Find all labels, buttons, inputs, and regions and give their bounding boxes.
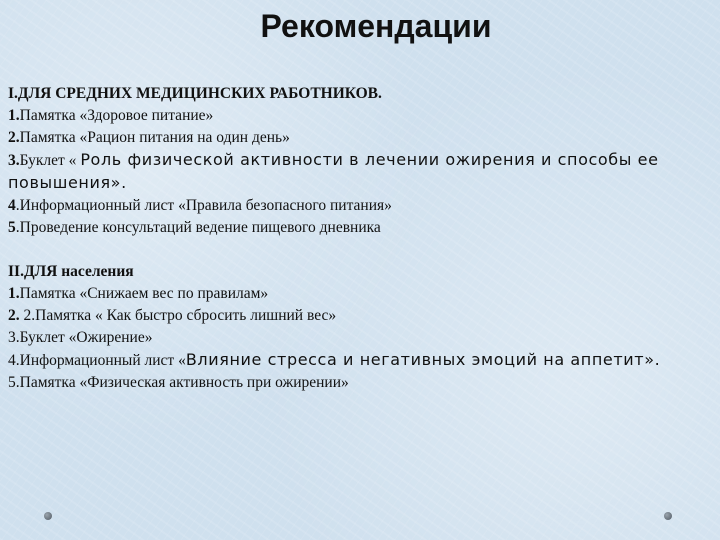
page-title: Рекомендации (260, 8, 492, 44)
bullet-dot-icon (664, 512, 672, 520)
item-text: Влияние стресса и негативных эмоций на аппетит». (185, 350, 661, 369)
list-item (8, 327, 712, 349)
item-text: Роль физической активности в лечении ожирения и способы ее повышения». (8, 150, 659, 192)
item-text: Памятка «Здоровое питание» (19, 107, 214, 124)
item-prefix: Буклет « (19, 152, 81, 169)
item-number: 2. (8, 307, 20, 324)
list-item (8, 105, 712, 127)
item-text: .Информационный лист «Правила безопасного питания» (15, 197, 392, 214)
item-number: 4 (8, 197, 16, 214)
item-number: 5 (8, 219, 16, 236)
item-text: 3.Буклет «Ожирение» (8, 329, 153, 346)
list-item (8, 217, 712, 239)
list-item (8, 305, 712, 327)
item-text: Памятка «Рацион питания на один день» (19, 129, 290, 146)
list-item (8, 149, 712, 195)
bullet-dot-icon (44, 512, 52, 520)
list-item (8, 283, 712, 305)
item-number: 1. (8, 285, 20, 302)
item-text: 2.Памятка « Как быстро сбросить лишний вес» (19, 307, 337, 324)
list-item (8, 195, 712, 217)
item-number: 2. (8, 129, 20, 146)
spacer (8, 239, 712, 261)
list-item (8, 372, 712, 394)
item-prefix: 4.Информационный лист « (8, 352, 186, 369)
list-item (8, 127, 712, 149)
recommendations-content (8, 83, 712, 394)
item-number: 1. (8, 107, 20, 124)
section2-heading: II.ДЛЯ населения (8, 263, 134, 280)
list-item (8, 349, 712, 372)
item-text: 5.Памятка «Физическая активность при ожирении» (8, 374, 349, 391)
item-number: 3. (8, 152, 20, 169)
section1-heading: I.ДЛЯ СРЕДНИХ МЕДИЦИНСКИХ РАБОТНИКОВ. (8, 85, 382, 102)
item-text: Памятка «Снижаем вес по правилам» (19, 285, 269, 302)
item-text: .Проведение консультаций ведение пищевого дневника (15, 219, 381, 236)
